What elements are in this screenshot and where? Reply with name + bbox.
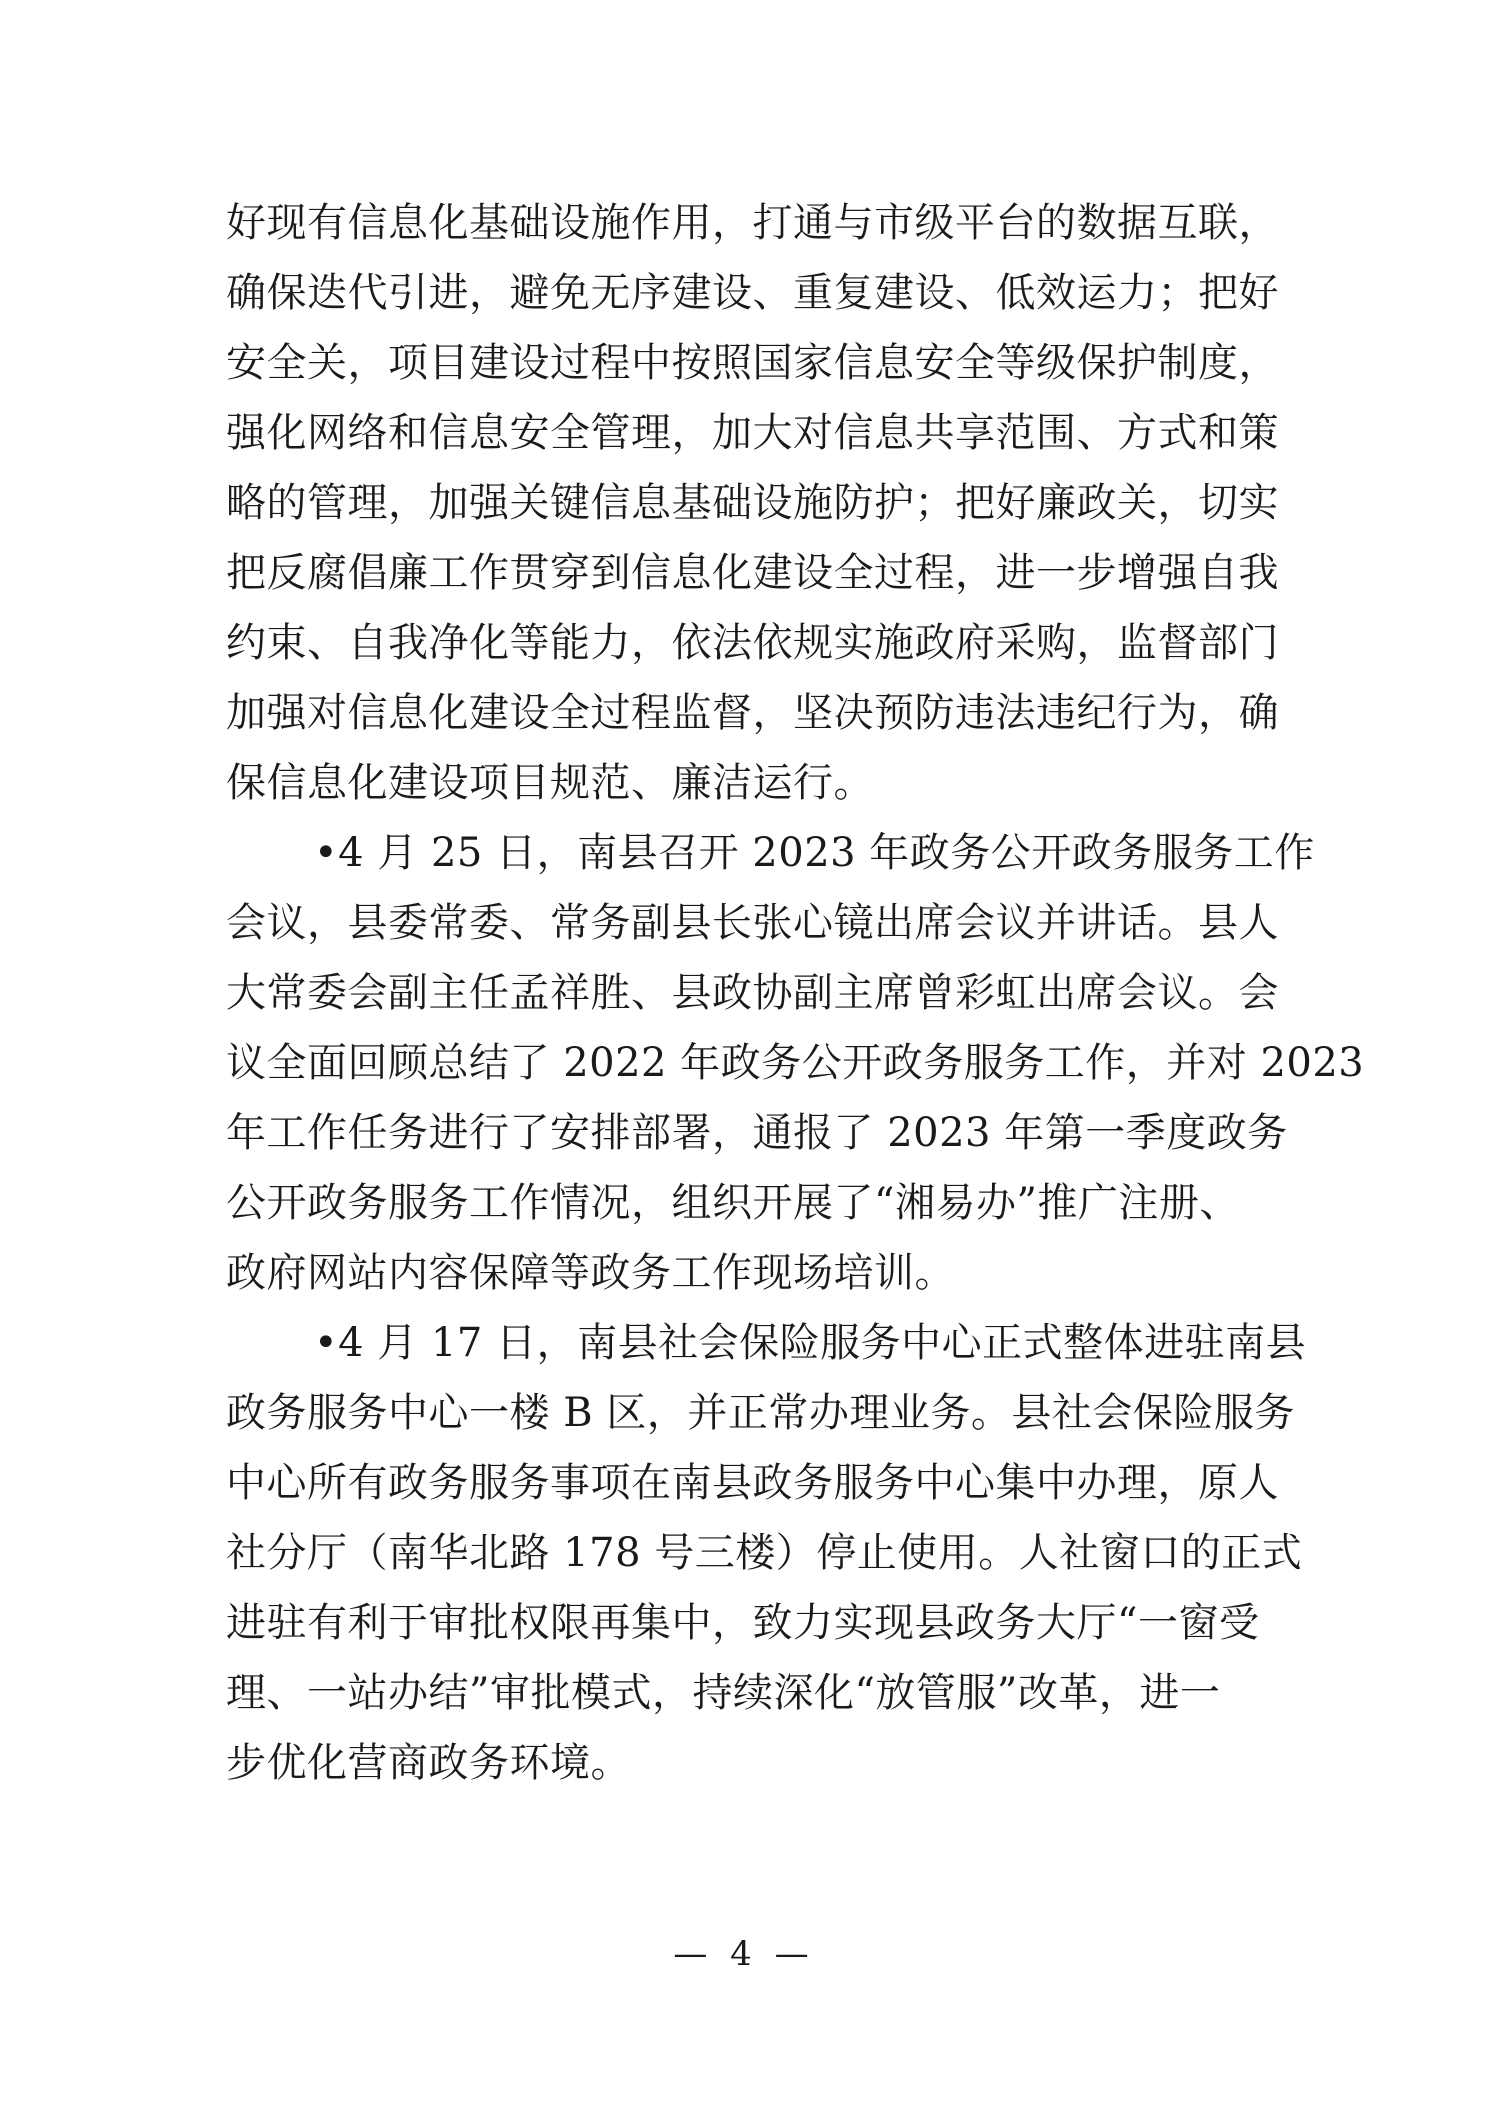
text-line: 确保迭代引进，避免无序建设、重复建设、低效运力；把好 (226, 270, 1279, 316)
text-line: •4 月 17 日，南县社会保险服务中心正式整体进驻南县 (314, 1320, 1307, 1366)
text-line: •4 月 25 日，南县召开 2023 年政务公开政务服务工作 (314, 830, 1315, 876)
document-body (226, 188, 1365, 1798)
text-line: 年工作任务进行了安排部署，通报了 2023 年第一季度政务 (226, 1110, 1288, 1156)
text-line: 中心所有政务服务事项在南县政务服务中心集中办理，原人 (226, 1460, 1279, 1506)
text-line: 约束、自我净化等能力，依法依规实施政府采购，监督部门 (226, 620, 1279, 666)
paragraph-apr17-social-security (226, 1308, 1307, 1798)
text-line: 进驻有利于审批权限再集中，致力实现县政务大厅“一窗受 (226, 1600, 1260, 1646)
text-line: 社分厅（南华北路 178 号三楼）停止使用。人社窗口的正式 (226, 1530, 1303, 1576)
text-line: 加强对信息化建设全过程监督，坚决预防违法违纪行为，确 (226, 690, 1279, 736)
text-line: 步优化营商政务环境。 (226, 1740, 631, 1786)
page-number: — 4 — (673, 1934, 815, 1974)
text-line: 理、一站办结”审批模式，持续深化“放管服”改革，进一 (226, 1670, 1221, 1716)
text-line: 大常委会副主任孟祥胜、县政协副主席曾彩虹出席会议。会 (226, 970, 1279, 1016)
text-line: 把反腐倡廉工作贯穿到信息化建设全过程，进一步增强自我 (226, 550, 1279, 596)
text-line: 议全面回顾总结了 2022 年政务公开政务服务工作，并对 2023 (226, 1040, 1365, 1086)
text-line: 强化网络和信息安全管理，加大对信息共享范围、方式和策 (226, 410, 1279, 456)
paragraph-apr25-meeting (226, 818, 1365, 1308)
text-line: 公开政务服务工作情况，组织开展了“湘易办”推广注册、 (226, 1180, 1240, 1226)
text-line: 略的管理，加强关键信息基础设施防护；把好廉政关，切实 (226, 480, 1279, 526)
text-line: 政府网站内容保障等政务工作现场培训。 (226, 1250, 955, 1296)
text-line: 保信息化建设项目规范、廉洁运行。 (226, 760, 874, 806)
text-line: 好现有信息化基础设施作用，打通与市级平台的数据互联， (226, 200, 1279, 246)
text-line: 政务服务中心一楼 B 区，并正常办理业务。县社会保险服务 (226, 1390, 1295, 1436)
text-line: 安全关，项目建设过程中按照国家信息安全等级保护制度， (226, 340, 1279, 386)
paragraph-continuation (226, 188, 1279, 818)
text-line: 会议，县委常委、常务副县长张心镜出席会议并讲话。县人 (226, 900, 1279, 946)
